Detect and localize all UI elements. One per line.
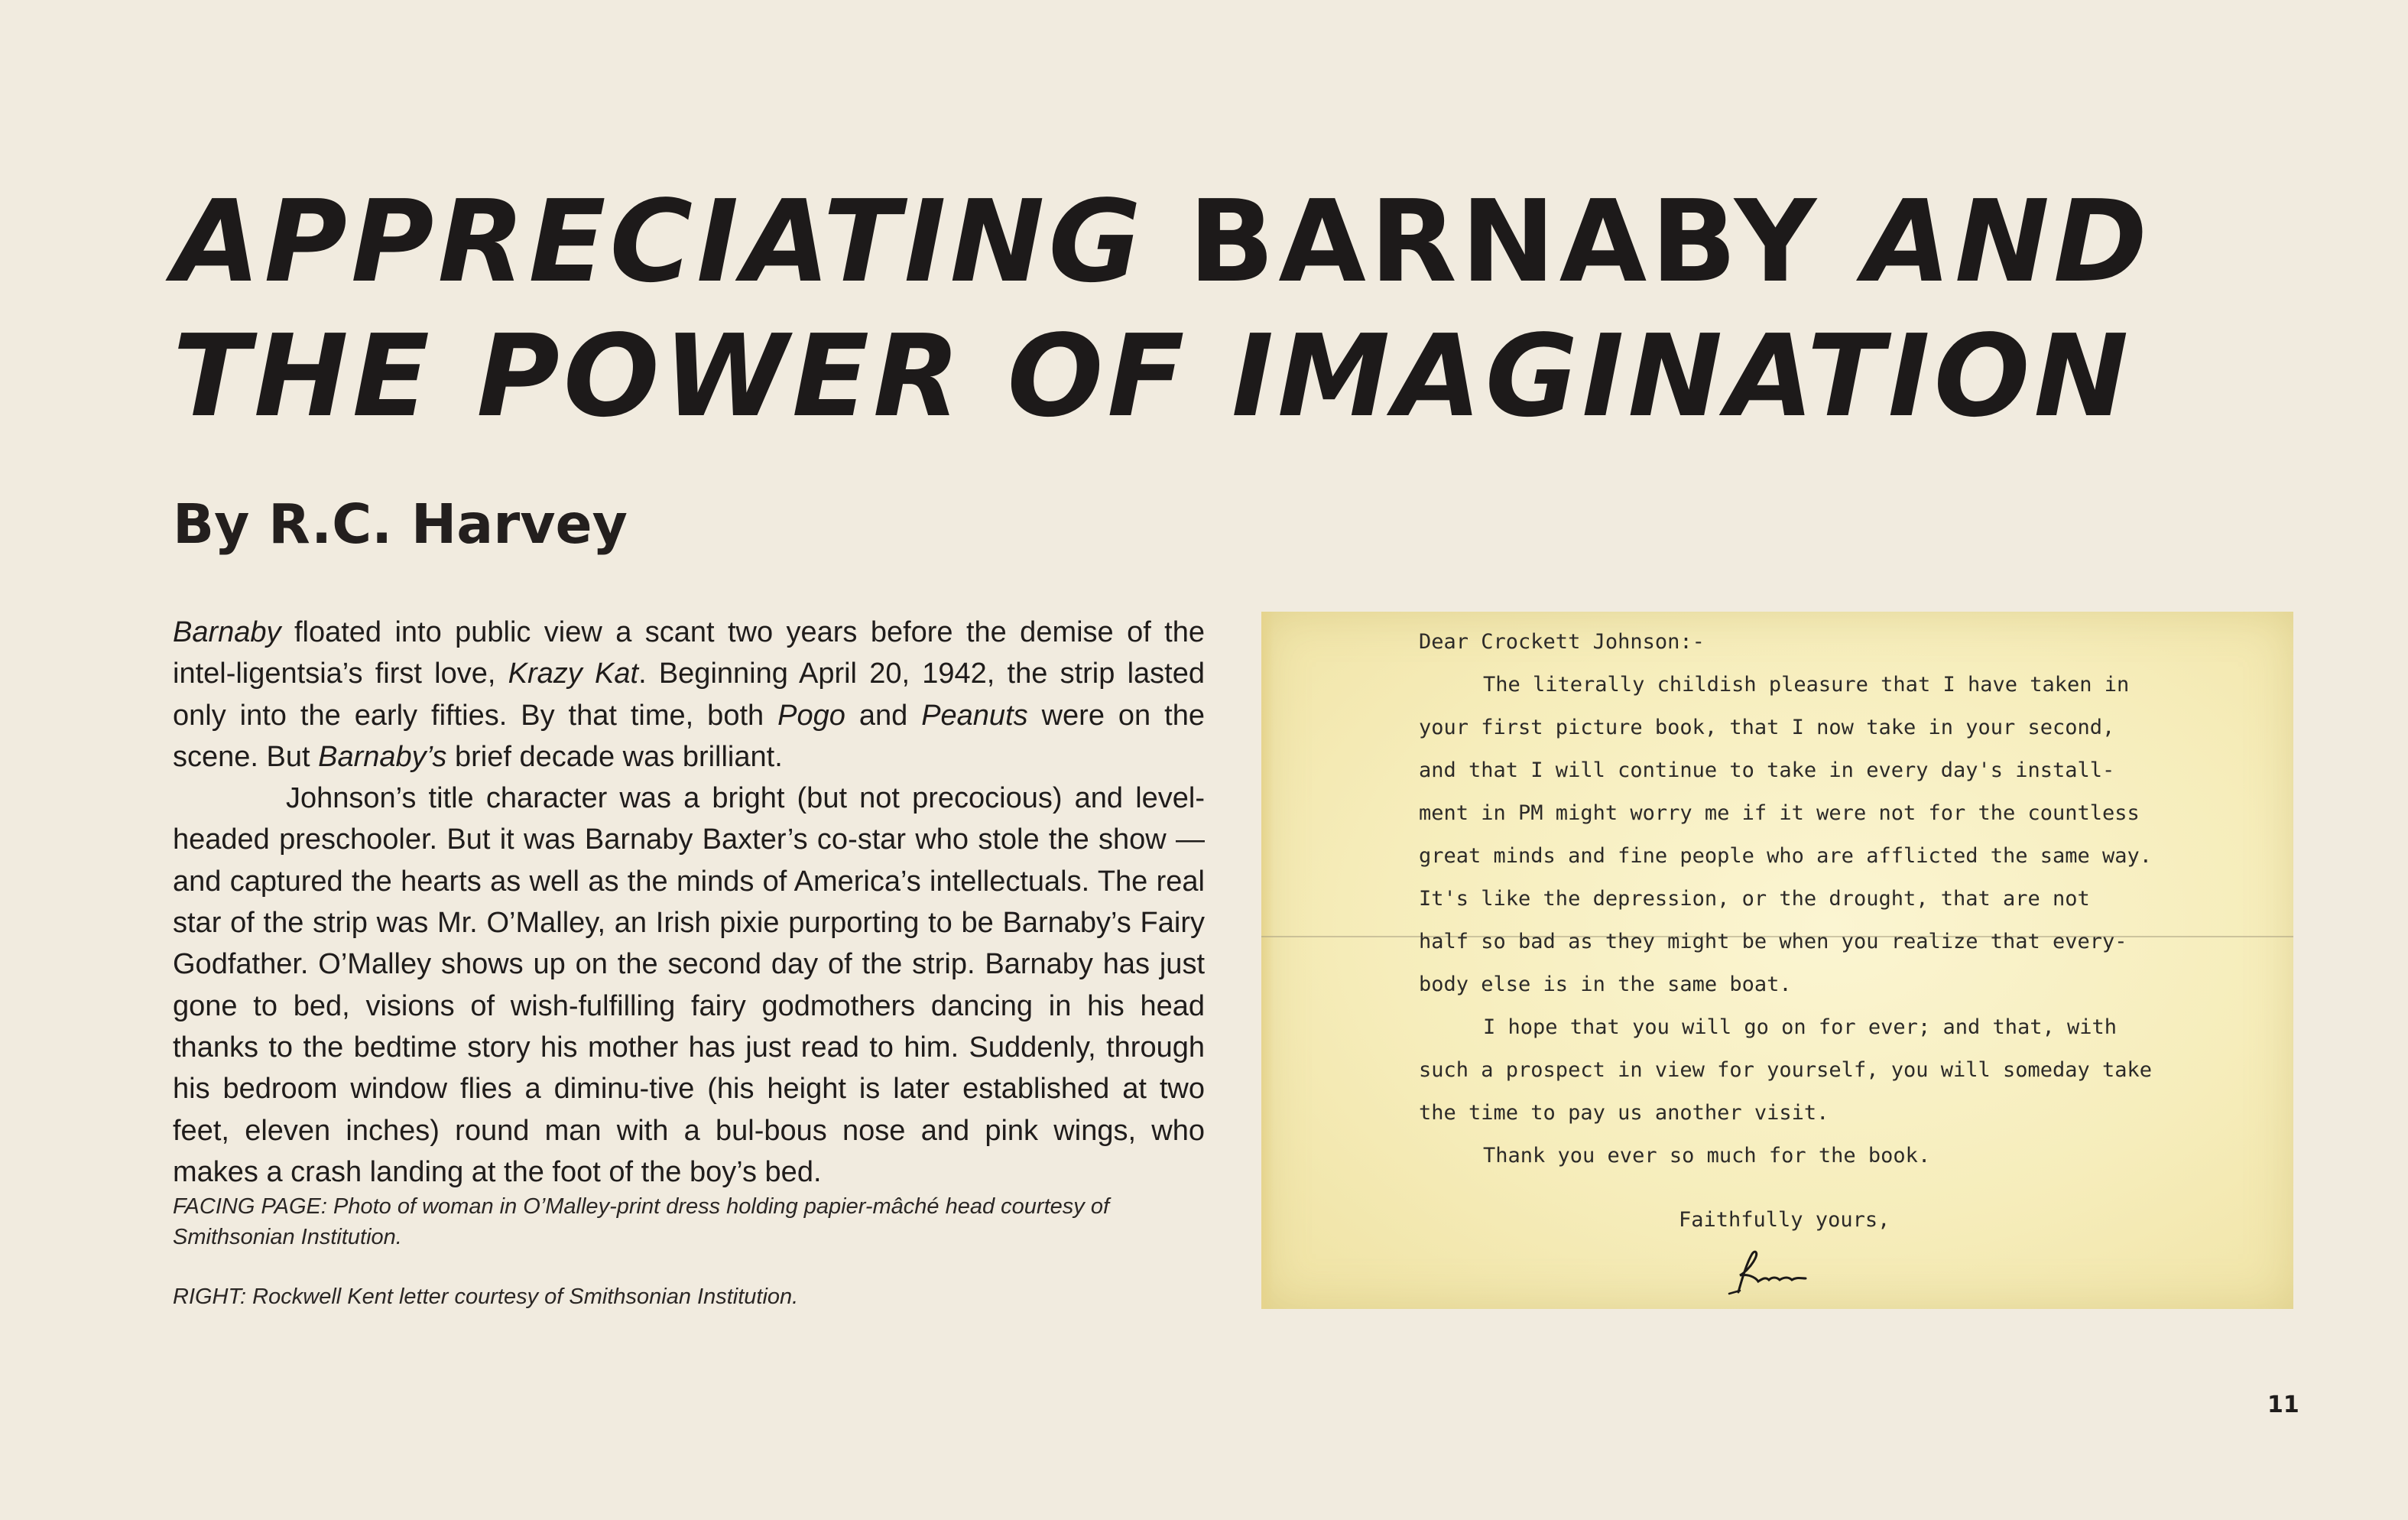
letter-line: The literally childish pleasure that I have taken in [1483, 673, 2130, 697]
letter-line: Thank you ever so much for the book. [1483, 1144, 1931, 1168]
title-ref-krazy-kat: Krazy Kat [508, 658, 639, 690]
letter-text [1419, 621, 2275, 1242]
caption-facing-page: FACING PAGE: Photo of woman in O’Malley-print dress holding papier-mâché head courtesy of Smithsonian Institution. [173, 1194, 1110, 1249]
body-paragraph-2: Johnson’s title character was a bright (but not precocious) and level-headed preschooler. But it was Barnaby Baxter’s co-star who stole the show — and captured the hearts as well as the minds of America’s intellectuals. The real star of the strip was Mr. O’Malley, an Irish pixie purporting to be Barnaby’s Fairy Godfather. O’Malley shows up on the second day of the strip. Barnaby has just gone to bed, visions of wish-fulfilling fairy godmothers dancing in his head thanks to the bedtime story his mother has just read to him. Suddenly, through his bedroom window flies a diminu-tive (his height is later established at two feet, eleven inches) round man with a bul-bous nose and pink wings, who makes a crash landing at the foot of the boy’s bed. [173, 782, 1205, 1188]
letter-line: and that I will continue to take in every day's install- [1419, 758, 2115, 782]
photo-captions [173, 1191, 1205, 1341]
title-words-the-power-of: THE POWER OF [173, 310, 1189, 442]
body-text-run: brief decade was brilliant. [446, 740, 783, 773]
letter-line: I hope that you will go on for ever; and that, with [1483, 1015, 2118, 1039]
body-text-run: . Beginning April 20, 1942, the strip lasted only into the early fifties. By that time, both [173, 658, 1205, 732]
body-text-run: and [845, 699, 922, 732]
signature-icon [1722, 1245, 1813, 1298]
title-line-2 [173, 309, 2151, 443]
title-ref-barnabys: Barnaby’s [318, 740, 447, 773]
title-word-appreciating: APPRECIATING [173, 176, 1145, 307]
title-word-imagination: IMAGINATION [1232, 310, 2133, 442]
title-word-barnaby: BARNABY [1188, 176, 1821, 307]
letter-line: your first picture book, that I now take in your second, [1419, 716, 2115, 739]
letter-line: such a prospect in view for yourself, you will someday take [1419, 1058, 2153, 1082]
byline: By R.C. Harvey [173, 492, 628, 556]
body-text-run: floated into public view a scant two years before the demise of the intel-ligentsia’s first love, [173, 616, 1205, 690]
letter-line: body else is in the same boat. [1419, 973, 1792, 996]
letter-closing: Faithfully yours, [1679, 1208, 1890, 1232]
letter-line: It's like the depression, or the drought, that are not [1419, 887, 2090, 911]
title-ref-pogo: Pogo [777, 699, 845, 732]
article-title [173, 174, 2151, 443]
letter-line: great minds and fine people who are afflicted the same way. [1419, 844, 2153, 868]
letter-image [1261, 612, 2293, 1309]
paper-edge [1261, 612, 1274, 1309]
letter-line: ment in PM might worry me if it were not for the countless [1419, 801, 2140, 825]
body-text-run: were on the scene. But [173, 699, 1205, 773]
title-ref-peanuts: Peanuts [921, 699, 1028, 732]
title-line-1 [173, 174, 2151, 309]
article-body [173, 612, 1205, 1193]
title-ref-barnaby: Barnaby [173, 616, 281, 648]
body-paragraph-1 [173, 612, 1205, 778]
title-word-and: AND [1863, 176, 2151, 307]
letter-line: the time to pay us another visit. [1419, 1101, 1829, 1125]
letter-line: half so bad as they might be when you realize that every- [1419, 930, 2127, 953]
caption-right: RIGHT: Rockwell Kent letter courtesy of Smithsonian Institution. [173, 1285, 799, 1309]
page-number: 11 [2267, 1392, 2299, 1418]
letter-salutation: Dear Crockett Johnson:- [1419, 630, 1705, 654]
